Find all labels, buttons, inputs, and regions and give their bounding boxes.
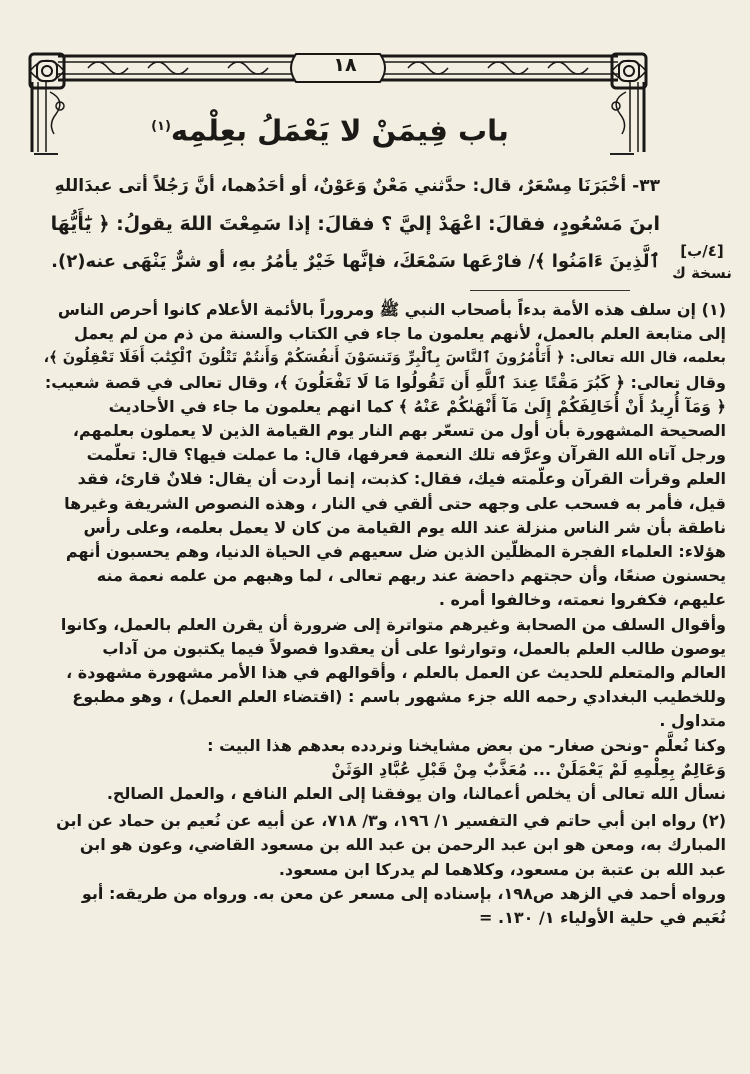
- footnote-line: الصحيحة المشهورة بأن أول من تسعّر بهم النار يوم القيامة الذين لا يعملون بعلمهم،: [72, 421, 726, 441]
- hadith-line: ٱلَّذِينَ ءَامَنُوا ﴾/ فارْعَها سَمْعَكَ، فإنَّها خَيْرٌ يأمُرُ بهِ، أو شرٌّ يَنْهَى عنه(٢).: [51, 251, 660, 273]
- footnote-line: ورجل آتاه الله القرآن وعرَّفه تلك النعمة فعرفها، قال: ما عملت فيها؟ قال: تعلّمت: [86, 445, 726, 465]
- footnote-separator: [470, 290, 630, 291]
- footnote-line: نسأل الله تعالى أن يخلص أعمالنا، وان يوفقنا إلى العلم النافع ، والعمل الصالح.: [106, 784, 726, 804]
- page-number: ١٨: [333, 54, 357, 76]
- footnote-line: المبارك به، ومعن هو ابن عبد الرحمن بن عبد الله بن مسعود القاضي، وعون هو ابن: [79, 835, 726, 855]
- title-rule-left: [34, 153, 58, 155]
- verse-line: وَعَالِمٌ بِعِلْمِهِ لَمْ يَعْمَلَنْ ... مُعَذَّبٌ مِنْ قَبْلِ عُبَّادِ الوَثَنْ: [331, 759, 726, 779]
- footnote-line: بعلمه، قال الله تعالى: ﴿ أَتَأْمُرُونَ ٱلنَّاسَ بِٱلْبِرِّ وَتَنسَوْنَ أَنفُسَكُمْ وَأَنتُمْ تَتْلُونَ ٱلْكِتَٰبَ أَفَلَا تَعْقِلُونَ ﴾،: [43, 350, 726, 367]
- footnote-line: وكنا نُعلَّم -ونحن صغار- من بعض مشايخنا ونردده بعدهم هذا البيت :: [207, 735, 726, 755]
- footnote-line: عبد الله بن عتبة بن مسعود، وكلاهما لم يدركا ابن مسعود.: [278, 859, 726, 879]
- footnote-line: ورواه أحمد في الزهد ص١٩٨، بإسناده إلى مسعر عن معن به. ورواه من طريقه: أبو: [81, 883, 726, 903]
- manuscript-label: نسخة ك: [672, 264, 732, 282]
- footnote-line: إلى متابعة العلم بالعمل، لأنهم يعلمون ما جاء في الكتاب والسنة من ذم من لم يعمل: [74, 324, 726, 344]
- footnote-line: هؤلاء: العلماء الفجرة المظلّين الذين ضل سعيهم في الحياة الدنيا، وهم يحسبون أنهم: [65, 542, 726, 562]
- footnote-line: العلم وقرأت القرآن وعلّمته فيك، فقال: كذبت، إنما أردت أن يقال: فلانٌ قارئ، فقد: [77, 469, 726, 489]
- footnote-line: وللخطيب البغدادي رحمه الله جزء مشهور باسم : (اقتضاء العلم العمل) ، وهو مطبوع: [72, 687, 726, 707]
- footnote-line: نُعَيم في حلية الأولياء ١/ ١٣٠. =: [479, 908, 726, 928]
- manuscript-side-note: [670, 240, 734, 284]
- footnote-line: وأقوال السلف من الصحابة وغيرهم متواترة إلى ضرورة أن يقرن العلم بالعمل، وكانوا: [60, 614, 726, 634]
- footnote-line: قيل، فأمر به فسحب على وجهه حتى ألقي في النار ، وهذه النصوص الشريفة وغيرها: [64, 493, 726, 513]
- hadith-text: [40, 168, 660, 281]
- footnotes: [36, 298, 726, 930]
- footnote-line: عليهم، فكفروا نعمته، وخالفوا أمره .: [438, 590, 726, 610]
- folio-reference: [٤/ب]: [680, 242, 724, 260]
- hadith-line: ابنَ مَسْعُودٍ، فقالَ: اعْهَدْ إليَّ ؟ فقالَ: إذا سَمِعْتَ اللهَ يقولُ: ﴿ يَٰٓأَيُّهَا: [50, 212, 660, 235]
- footnote-line: متداول .: [659, 711, 726, 731]
- footnote-line: ناطقة بأن شر الناس منزلة عند الله يوم القيامة من كان لا يعمل بعلمه، وعلى رأس: [83, 517, 726, 537]
- footnote-line: العالم والمتعلم للحديث عن العمل بالعلم ، وأقوالهم في هذا الأمر مشهورة مشهودة ،: [66, 663, 726, 683]
- footnote-line: وقال تعالى: ﴿ كَبُرَ مَقْتًا عِندَ ٱللَّهِ أَن تَقُولُوا مَا لَا تَفْعَلُونَ ﴾، وقال تعالى في قصة شعيب:: [44, 372, 726, 392]
- footnote-line: ﴿ وَمَآ أُرِيدُ أَنْ أُخَالِفَكُمْ إِلَىٰ مَآ أَنْهَىٰكُمْ عَنْهُ ﴾ كما انهم يعلمون ما جاء في الأحاديث: [108, 396, 726, 416]
- chapter-title-text: باب فِيمَنْ لا يَعْمَلُ بعِلْمِه: [170, 113, 509, 148]
- title-rule-right: [610, 153, 634, 155]
- footnote-line: (١) إن سلف هذه الأمة بدءاً بأصحاب النبي ﷺ ومروراً بالأئمة الأعلام كانوا أحرص الناس: [57, 300, 726, 319]
- footnote-line: يوصون طالب العلم بالعمل، وتوارثوا على أن يعقدوا فصولاً فيما يكتبون من آداب: [102, 638, 726, 658]
- chapter-title: [120, 104, 540, 150]
- footnote-line: (٢) رواه ابن أبي حاتم في التفسير ١/ ١٩٦، و٣/ ٧١٨، عن أبيه عن نُعيم بن حماد عن ابن: [56, 811, 726, 831]
- hadith-line: ٣٣- أخْبَرَنَا مِسْعَرٌ، قال: حدَّثني مَعْنٌ وَعَوْنٌ، أو أحَدُهما، أنَّ رَجُلاً أتى عبدَاللهِ: [54, 176, 660, 196]
- chapter-footnote-ref: (١): [151, 119, 171, 134]
- footnote-line: يحسنون صنعًا، وأن حجتهم داحضة عند ربهم تعالى ، لما وهبهم من علمه نعمة منه: [96, 566, 726, 586]
